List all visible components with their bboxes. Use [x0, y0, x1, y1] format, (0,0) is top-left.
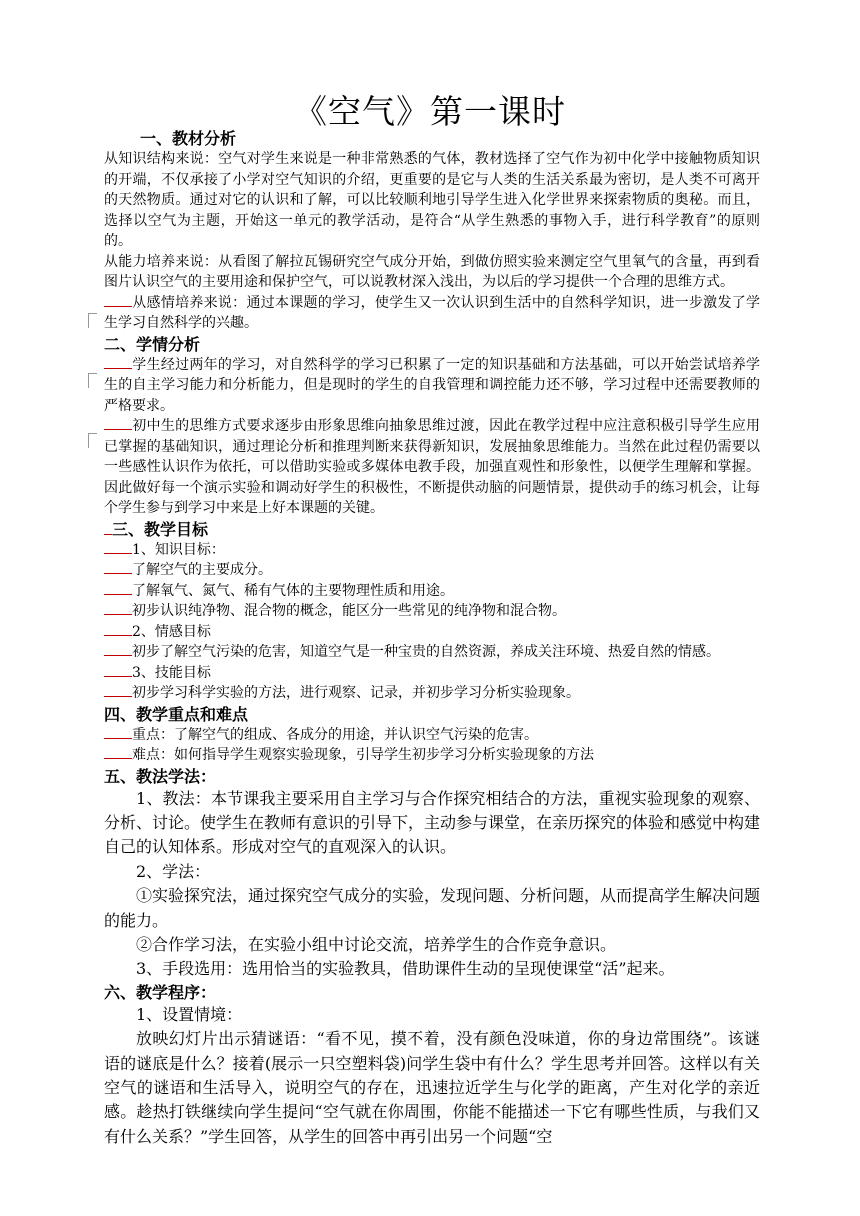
section-heading-2: 二、学情分析 — [104, 334, 201, 354]
list-item — [104, 622, 760, 643]
list-item-text: 初步了解空气污染的危害，知道空气是一种宝贵的自然资源，养成关注环境、热爱自然的情感。 — [132, 644, 720, 660]
underline-blank — [104, 355, 132, 369]
paragraph: 3、手段选用：选用恰当的实验教具，借助课件生动的呈现使课堂“活”起来。 — [136, 959, 675, 979]
underline-blank — [104, 521, 112, 535]
paragraph — [104, 293, 760, 334]
list-item-text: 了解氧气、氮气、稀有气体的主要物理性质和用途。 — [132, 582, 454, 599]
list-item — [104, 642, 760, 663]
section-heading-6: 六、教学程序： — [104, 982, 217, 1002]
list-item-text: 2、情感目标 — [132, 623, 211, 640]
heading-text: 三、教学目标 — [112, 519, 209, 539]
paragraph: ①实验探究法，通过探究空气成分的实验，发现问题、分析问题，从而提高学生解决问题的能力。 — [104, 886, 761, 930]
revision-mark — [88, 433, 97, 448]
paragraph-text: 从感情培养来说：通过本课题的学习，使学生又一次认识到生活中的自然科学知识，进一步激发了学生学习自然科学的兴趣。 — [104, 294, 760, 331]
paragraph: 2、学法： — [136, 861, 211, 881]
list-item-text: 1、知识目标： — [132, 541, 225, 558]
underline-blank — [104, 293, 132, 307]
paragraph-text: 初中生的思维方式要求逐步由形象思维向抽象思维过渡，因此在教学过程中应注意积极引导学生应用已掌握的基础知识，通过理论分析和推理判断来获得新知识，发展抽象思维能力。当然在此过程仍需要以一些感性认识作为依托，可以借助实验或多媒体电教手段，加强直观性和形象性，以便学生理解和掌握。因此做好每一个演示实验和调动好学生的积极性，不断提供动脑的问题情景，提供动手的练习机会，让每个学生参与到学习中来是上好本课题的关键。 — [104, 418, 760, 516]
list-item-text: 重点：了解空气的组成、各成分的用途，并认识空气污染的危害。 — [132, 726, 538, 743]
list-item — [104, 540, 760, 561]
document-body — [104, 128, 760, 1149]
underline-blank — [104, 642, 132, 656]
revision-mark — [88, 373, 97, 388]
underline-blank — [104, 745, 132, 759]
underline-blank — [104, 416, 132, 430]
underline-blank — [104, 540, 132, 554]
document-title: 《空气》第一课时 — [294, 92, 566, 131]
paragraph — [104, 416, 760, 519]
section-heading-3 — [104, 519, 760, 540]
paragraph: 放映幻灯片出示猜谜语：“看不见，摸不着，没有颜色没味道，你的身边常围绕”。该谜语的谜底是什么？接着(展示一只空塑料袋)问学生袋中有什么？学生思考并回答。这样以有关空气的谜语和生活导入，说明空气的存在，迅速拉近学生与化学的距离，产生对化学的亲近感。趁热打铁继续向学生提问“空气就在你周围，你能不能描述一下它有哪些性质，与我们又有什么关系？”学生回答，从学生的回答中再引出另一个问题“空 — [104, 1029, 760, 1146]
list-item — [104, 601, 760, 622]
list-item-text: 3、技能目标 — [132, 664, 211, 681]
paragraph: ②合作学习法，在实验小组中讨论交流，培养学生的合作竞争意识。 — [136, 934, 617, 954]
list-item-text: 初步认识纯净物、混合物的概念，能区分一些常见的纯净物和混合物。 — [132, 603, 566, 619]
underline-blank — [104, 581, 132, 595]
underline-blank — [104, 560, 132, 574]
paragraph: 1、教法：本节课我主要采用自主学习与合作探究相结合的方法，重视实验现象的观察、分析、讨论。使学生在教师有意识的引导下，主动参与课堂，在亲历探究的体验和感觉中构建自己的认知体系。形成对空气的直观深入的认识。 — [104, 788, 761, 857]
list-item — [104, 745, 760, 766]
list-item-text: 初步学习科学实验的方法，进行观察、记录，并初步学习分析实验现象。 — [132, 685, 580, 701]
paragraph: 1、设置情境： — [136, 1004, 243, 1024]
list-item — [104, 560, 760, 581]
list-item — [104, 725, 760, 746]
list-item — [104, 663, 760, 684]
list-item-text: 了解空气的主要成分。 — [132, 562, 272, 578]
list-item — [104, 581, 760, 602]
section-heading-4: 四、教学重点和难点 — [104, 704, 249, 724]
paragraph: 从能力培养来说：从看图了解拉瓦锡研究空气成分开始，到做仿照实验来测定空气里氧气的含量，再到看图片认识空气的主要用途和保护空气，可以说教材深入浅出，为以后的学习提供一个合理的思维方式。 — [104, 253, 760, 290]
revision-mark — [88, 313, 97, 328]
underline-blank — [104, 622, 132, 636]
paragraph — [104, 355, 760, 417]
underline-blank — [104, 601, 132, 615]
section-heading-5: 五、教法学法： — [104, 766, 217, 786]
underline-blank — [104, 725, 132, 739]
section-heading-1: 一、教材分析 — [140, 129, 237, 148]
list-item-text: 难点：如何指导学生观察实验现象，引导学生初步学习分析实验现象的方法 — [132, 747, 594, 763]
underline-blank — [104, 683, 132, 697]
list-item — [104, 683, 760, 704]
paragraph-text: 学生经过两年的学习，对自然科学的学习已积累了一定的知识基础和方法基础，可以开始尝试培养学生的自主学习能力和分析能力，但是现时的学生的自我管理和调控能力还不够，学习过程中还需要教师的严格要求。 — [104, 356, 760, 414]
underline-blank — [104, 663, 132, 677]
paragraph: 从知识结构来说：空气对学生来说是一种非常熟悉的气体，教材选择了空气作为初中化学中接触物质知识的开端，不仅承接了小学对空气知识的介绍，更重要的是它与人类的生活关系最为密切，是人类不可离开的天然物质。通过对它的认识和了解，可以比较顺利地引导学生进入化学世界来探索物质的奥秘。而且，选择以空气为主题，开始这一单元的教学活动，是符合“从学生熟悉的事物入手，进行科学教育”的原则的。 — [104, 151, 760, 249]
